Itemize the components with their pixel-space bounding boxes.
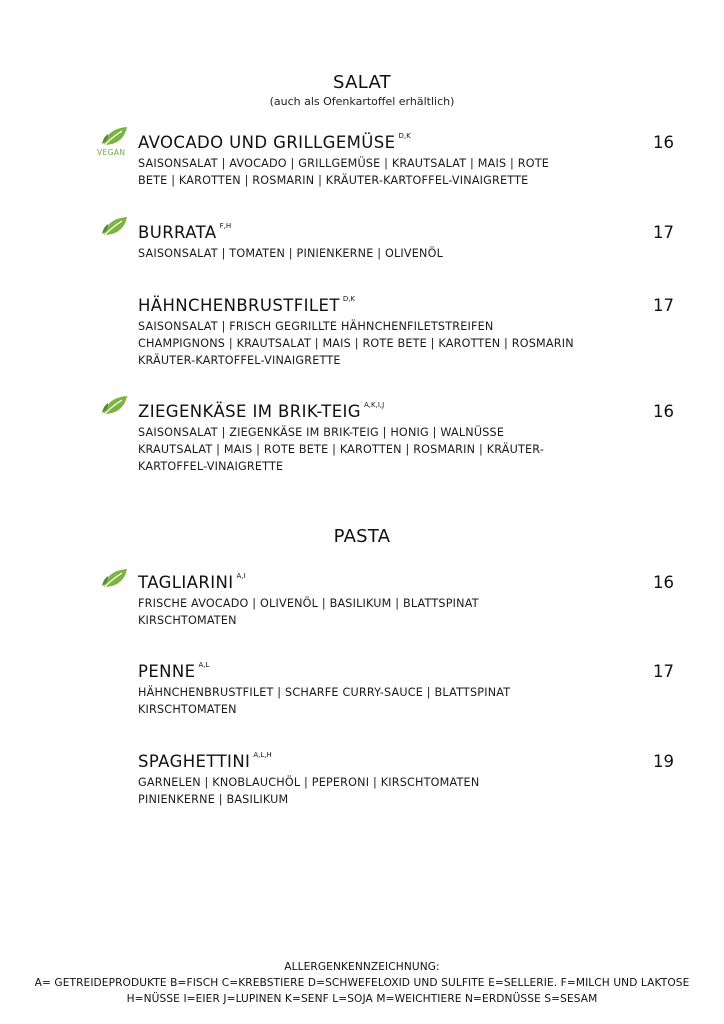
item-price: 16 <box>653 133 674 152</box>
leaf-icon <box>100 567 130 591</box>
item-name: ZIEGENKÄSE IM BRIK-TEIG $^{A,K,I,J}$ <box>138 401 385 421</box>
item-name: PENNE $^{A,L}$ <box>138 661 210 681</box>
pasta-title: PASTA <box>333 526 391 547</box>
salat-title: SALAT <box>333 72 391 93</box>
item-description: GARNELEN | KNOBLAUCHÖL | PEPERONI | KIRSCHTOMATEN PINIENKERNE | BASILIKUM <box>138 776 480 806</box>
leaf-icon <box>100 125 130 149</box>
allergen-codes: A,L,H <box>253 751 272 759</box>
salat-subtitle: (auch als Ofenkartoffel erhältlich) <box>269 95 455 108</box>
item-description: FRISCHE AVOCADO | OLIVENÖL | BASILIKUM | BLATTSPINAT KIRSCHTOMATEN <box>138 597 479 627</box>
allergen-legend <box>0 959 724 1007</box>
item-price: 16 <box>653 573 674 592</box>
leaf-icon <box>100 215 130 239</box>
item-description: HÄHNCHENBRUSTFILET | SCHARFE CURRY-SAUCE | BLATTSPINAT KIRSCHTOMATEN <box>138 686 511 716</box>
item-name: AVOCADO UND GRILLGEMÜSE $^{D,K}$ <box>138 132 411 152</box>
allergen-codes: A,L <box>198 661 210 669</box>
item-description: SAISONSALAT | ZIEGENKÄSE IM BRIK-TEIG | HONIG | WALNÜSSE KRAUTSALAT | MAIS | ROTE BETE | KAROTTEN | ROSMARIN | KRÄUTER- KARTOFFEL-VINAIGRETTE <box>138 426 545 473</box>
allergen-legend-title: ALLERGENKENNZEICHNUNG: <box>284 961 440 973</box>
item-description: SAISONSALAT | FRISCH GEGRILLTE HÄHNCHENFILETSTREIFEN CHAMPIGNONS | KRAUTSALAT | MAIS | ROTE BETE | KAROTTEN | ROSMARIN KRÄUTER-KARTOFFEL-VINAIGRETTE <box>138 320 574 367</box>
allergen-codes: D,K <box>342 295 356 303</box>
item-name: BURRATA $^{F,H}$ <box>138 222 232 242</box>
allergen-legend-line: H=NÜSSE I=EIER J=LUPINEN K=SENF L=SOJA M=WEICHTIERE N=ERDNÜSSE S=SESAM <box>126 993 598 1005</box>
item-name: HÄHNCHENBRUSTFILET $^{D,K}$ <box>138 295 356 315</box>
item-name: SPAGHETTINI $^{A,L,H}$ <box>138 751 272 771</box>
item-price: 17 <box>653 662 674 681</box>
item-name: TAGLIARINI $^{A,I}$ <box>138 572 246 592</box>
item-price: 17 <box>653 296 674 315</box>
item-price: 19 <box>653 752 674 771</box>
allergen-codes: F,H <box>219 222 232 230</box>
allergen-legend-line: A= GETREIDEPRODUKTE B=FISCH C=KREBSTIERE D=SCHWEFELOXID UND SULFITE E=SELLERIE. F=MILCH UND LAKTOSE <box>34 977 690 989</box>
item-price: 17 <box>653 223 674 242</box>
leaf-icon <box>100 394 130 418</box>
allergen-codes: A,I <box>236 572 246 580</box>
item-description: SAISONSALAT | AVOCADO | GRILLGEMÜSE | KRAUTSALAT | MAIS | ROTE BETE | KAROTTEN | ROSMARIN | KRÄUTER-KARTOFFEL-VINAIGRETTE <box>138 157 550 187</box>
allergen-codes: D,K <box>398 132 411 140</box>
item-description: SAISONSALAT | TOMATEN | PINIENKERNE | OLIVENÖL <box>138 247 444 260</box>
vegan-label: VEGAN <box>97 148 126 157</box>
allergen-codes: A,K,I,J <box>364 401 385 409</box>
item-price: 16 <box>653 402 674 421</box>
